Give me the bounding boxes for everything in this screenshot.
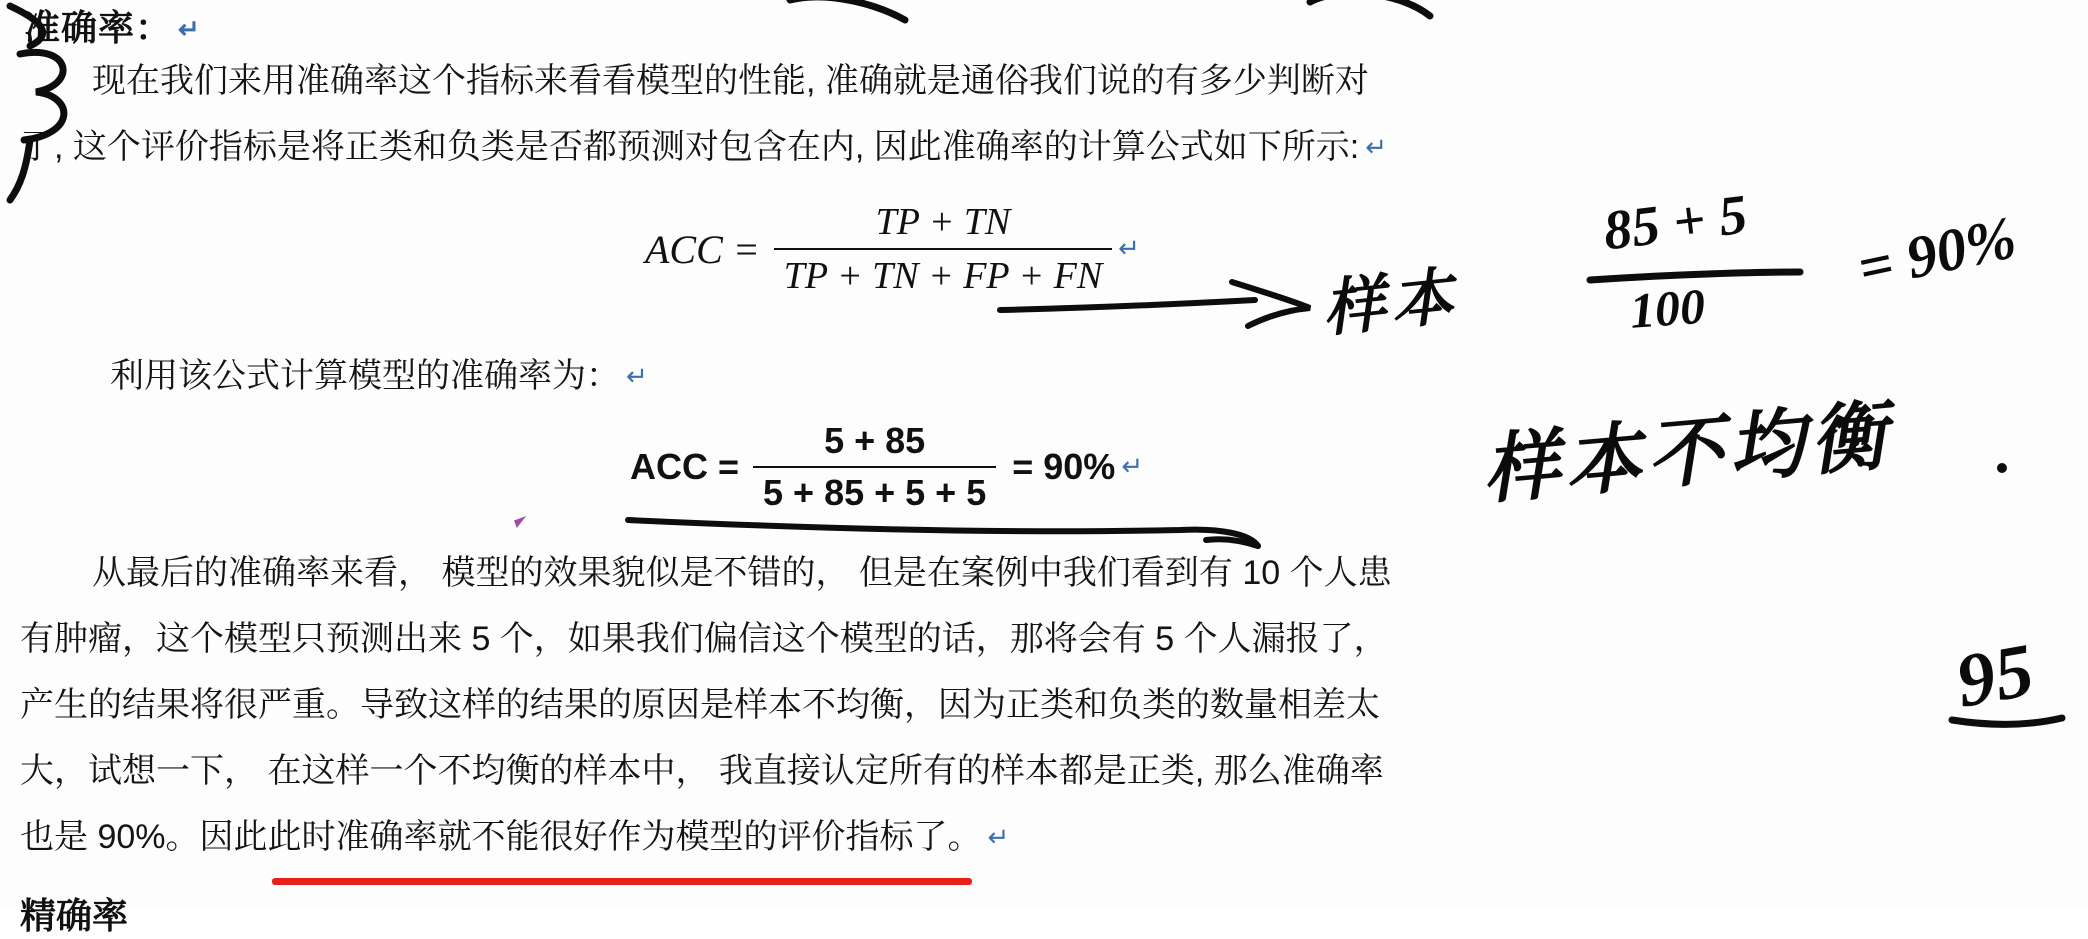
formula-acc-general-fraction	[774, 200, 1112, 298]
handwriting-arrow-label: 样本	[1319, 262, 1463, 345]
caption-between-text: 利用该公式计算模型的准确率为：	[110, 357, 620, 395]
pilcrow-mark: ↵	[1121, 452, 1144, 481]
paragraph-2-line-5	[20, 804, 1940, 870]
pilcrow-mark: ↵	[626, 361, 648, 391]
paragraph-1-line-1	[20, 48, 1920, 114]
formula-acc-computed-numerator: 5 + 85	[824, 420, 926, 461]
page-heading-text: 准确率：	[24, 7, 173, 48]
mouse-cursor	[514, 516, 529, 528]
paragraph-1	[20, 48, 1920, 180]
formula-acc-general-numerator: TP + TN	[875, 201, 1011, 243]
handwriting-number-95: 95	[1950, 627, 2040, 724]
next-heading-clipped	[20, 888, 129, 936]
paragraph-2-line-5-text: 也是 90%。因此此时准确率就不能很好作为模型的评价指标了。	[20, 818, 982, 856]
next-heading-text: 精确率	[20, 895, 129, 936]
handwriting-fraction-numerator: 85 + 5	[1600, 183, 1751, 263]
paragraph-2-line-1	[20, 540, 1940, 606]
handwriting-note-imbalance: 样本不均衡	[1479, 394, 1896, 514]
paragraph-2-line-3-text: 产生的结果将很严重。导致这样的结果的原因是样本不均衡，因为正类和负类的数量相差太	[20, 686, 1380, 724]
formula-acc-computed	[630, 420, 1143, 514]
formula-acc-general-lhs: ACC =	[645, 226, 760, 272]
paragraph-1-line-1-text: 现在我们来用准确率这个指标来看看模型的性能, 准确就是通俗我们说的有多少判断对	[92, 62, 1369, 100]
ink-arrow-head	[1232, 282, 1310, 326]
paragraph-2-line-2	[20, 606, 1940, 672]
paragraph-2-line-3	[20, 672, 1940, 738]
formula-acc-computed-fraction	[753, 420, 996, 514]
paragraph-1-line-2-text: 了, 这个评价指标是将正类和负类是否都预测对包含在内, 因此准确率的计算公式如下所示:	[20, 128, 1360, 166]
formula-acc-general	[645, 200, 1140, 298]
paragraph-1-line-2	[20, 114, 1920, 180]
ink-stroke-top-right	[1310, 0, 1430, 16]
pilcrow-mark: ↵	[987, 822, 1010, 852]
caption-between-formulas	[110, 343, 648, 409]
pilcrow-mark: ↵	[1365, 132, 1388, 162]
paragraph-2-line-1-text: 从最后的准确率来看， 模型的效果貌似是不错的， 但是在案例中我们看到有 10 个人患	[92, 554, 1392, 592]
formula-acc-general-denominator: TP + TN + FP + FN	[774, 248, 1112, 298]
pilcrow-mark: ↵	[178, 14, 201, 44]
handwriting-fraction-denominator: 100	[1628, 277, 1707, 339]
ink-dot	[1997, 463, 2007, 473]
paragraph-2-line-4	[20, 738, 1940, 804]
ink-underline-formula	[1000, 300, 1255, 310]
page-heading	[24, 0, 201, 51]
paragraph-2	[20, 540, 1940, 870]
red-underline-annotation	[272, 878, 972, 885]
ink-stroke-top-left	[790, 0, 905, 20]
pilcrow-mark: ↵	[1118, 234, 1140, 263]
paragraph-2-line-2-text: 有肿瘤，这个模型只预测出来 5 个，如果我们偏信这个模型的话，那将会有 5 个人漏报了，	[20, 620, 1388, 658]
formula-acc-computed-lhs: ACC =	[630, 446, 740, 487]
paragraph-2-line-4-text: 大，试想一下， 在这样一个不均衡的样本中， 我直接认定所有的样本都是正类, 那么准确率	[20, 752, 1384, 790]
formula-acc-computed-result: = 90%	[1012, 446, 1116, 487]
formula-acc-computed-denominator: 5 + 85 + 5 + 5	[753, 466, 996, 514]
handwriting-fraction-result: = 90%	[1852, 203, 2022, 302]
